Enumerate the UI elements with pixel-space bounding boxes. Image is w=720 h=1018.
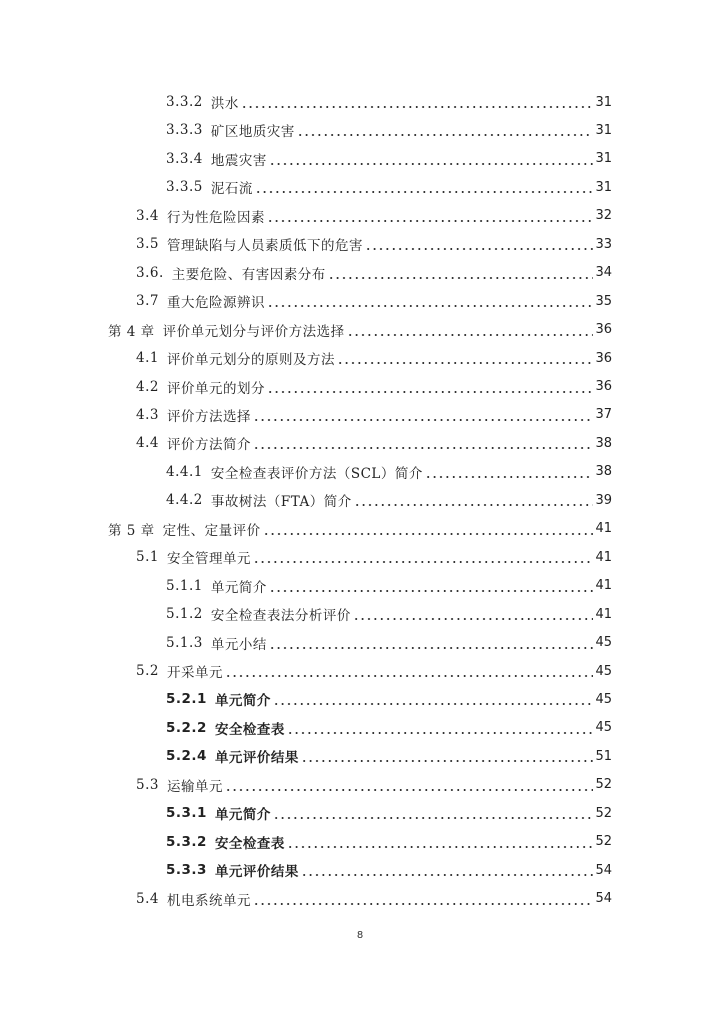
toc-entry-page: 31 [595,151,612,167]
toc-dot-leader [267,384,593,394]
toc-entry-page: 45 [595,635,612,651]
toc-entry-title: 机电系统单元 [166,892,251,909]
toc-entry-number: 3.3.4 [166,150,203,167]
toc-entry[interactable] [166,88,612,116]
toc-entry[interactable] [136,401,612,429]
toc-entry-page: 33 [595,236,612,252]
toc-entry-title: 评价单元的划分 [166,380,265,397]
toc-entry[interactable] [166,458,612,486]
toc-entry-title: 单元小结 [210,636,267,653]
toc-entry-number: 3.3.5 [166,179,203,196]
toc-entry-title: 单元评价结果 [214,750,299,767]
toc-entry-page: 54 [595,862,612,878]
toc-entry-title: 安全检查表 [214,835,285,852]
toc-entry-number: 5.4 [136,890,159,907]
toc-entry[interactable] [166,572,612,600]
toc-dot-leader [287,839,594,849]
toc-entry[interactable] [136,429,612,457]
toc-entry-page: 52 [595,777,612,793]
toc-entry[interactable] [166,145,612,173]
toc-entry-page: 36 [595,379,612,394]
toc-entry-number: 3.5 [136,236,159,253]
toc-entry[interactable] [166,856,612,884]
toc-entry[interactable] [136,885,612,913]
toc-entry-page: 35 [595,293,612,309]
toc-entry-number: 3.3.2 [166,94,203,110]
toc-entry-number: 4.4.2 [166,492,203,509]
toc-dot-leader [287,725,594,735]
toc-dot-leader [301,867,594,877]
toc-entry[interactable] [166,629,612,657]
toc-entry[interactable] [136,771,612,799]
toc-entry-title: 单元简介 [214,693,271,710]
toc-entry-number: 5.2.4 [166,748,207,765]
toc-dot-leader [297,127,594,137]
toc-entry-title: 单元简介 [214,807,271,824]
toc-entry[interactable] [166,742,612,770]
toc-entry-page: 45 [595,720,612,736]
toc-dot-leader [263,526,594,536]
toc-dot-leader [253,554,593,564]
toc-entry-page: 41 [595,578,612,594]
toc-entry[interactable] [136,259,612,287]
toc-entry-number: 5.2.2 [166,719,207,736]
toc-entry[interactable] [166,799,612,827]
toc-entry[interactable] [166,116,612,144]
toc-entry-title: 安全检查表评价方法（SCL）简介 [210,465,423,482]
toc-dot-leader [354,497,594,507]
toc-entry[interactable] [136,230,612,258]
toc-entry-number: 5.3.2 [166,833,207,850]
toc-entry-title: 评价单元划分的原则及方法 [166,352,335,369]
toc-entry-title: 管理缺陷与人员素质低下的危害 [166,238,363,255]
toc-entry-title: 单元评价结果 [214,864,299,881]
toc-dot-leader [337,355,593,365]
toc-entry-page: 38 [595,435,612,451]
toc-entry-number: 5.1.3 [166,634,203,651]
toc-entry-title: 开采单元 [166,665,223,681]
toc-dot-leader [328,270,594,280]
toc-entry-page: 54 [595,891,612,907]
toc-entry-page: 41 [595,549,612,565]
toc-entry-title: 矿区地质灾害 [210,124,295,141]
toc-entry-page: 52 [595,805,612,821]
toc-dot-leader [253,896,593,906]
toc-dot-leader [347,327,594,337]
toc-entry-number: 5.3 [136,776,159,793]
toc-entry-title: 行为性危险因素 [166,209,265,226]
toc-entry-number: 5.1 [136,549,159,566]
toc-dot-leader [269,640,594,650]
toc-entry-number: 5.1.2 [166,606,203,623]
toc-entry-page: 31 [595,94,612,110]
toc-entry-number: 5.3.3 [166,862,207,879]
toc-entry-title: 单元简介 [210,579,267,596]
toc-dot-leader [365,241,593,251]
toc-entry[interactable] [166,173,612,201]
toc-entry-title: 地震灾害 [210,152,267,169]
toc-entry-page: 45 [595,663,612,679]
toc-entry-page: 31 [595,179,612,195]
toc-dot-leader [253,412,593,422]
toc-entry[interactable] [108,515,612,543]
toc-entry-title: 主要危险、有害因素分布 [171,266,326,283]
toc-entry-title: 安全检查表法分析评价 [210,608,351,625]
toc-entry-title: 评价方法选择 [166,408,251,425]
toc-dot-leader [267,213,593,223]
toc-dot-leader [425,469,594,479]
toc-entry-number: 5.1.1 [166,577,203,594]
toc-entry-number: 3.6. [136,264,164,281]
toc-entry[interactable] [166,600,612,628]
toc-entry-title: 安全检查表 [214,721,285,738]
toc-entry-title: 洪水 [210,96,239,112]
toc-entry[interactable] [166,486,612,514]
toc-entry-number: 3.4 [136,207,159,224]
toc-entry-page: 37 [595,407,612,423]
toc-dot-leader [253,440,593,450]
toc-entry[interactable] [166,685,612,713]
toc-entry-number: 第 4 章 [108,323,155,340]
toc-entry-page: 36 [595,350,612,366]
toc-entry-page: 34 [595,265,612,281]
page-number: 8 [356,930,364,941]
toc-entry[interactable] [136,373,612,401]
toc-entry-page: 38 [595,464,612,480]
toc-entry-title: 评价方法简介 [166,437,251,454]
toc-dot-leader [267,298,593,308]
toc-entry-page: 32 [595,208,612,224]
toc-entry[interactable] [166,714,612,742]
toc-entry-number: 5.2.1 [166,691,207,708]
toc-entry-number: 4.2 [136,378,159,395]
toc-entry-page: 39 [595,492,612,508]
toc-dot-leader [301,753,594,763]
toc-entry[interactable] [108,316,612,344]
toc-entry[interactable] [136,287,612,315]
toc-entry[interactable] [166,828,612,856]
toc-entry-title: 泥石流 [210,181,253,198]
toc-entry-title: 事故树法（FTA）简介 [210,494,352,511]
toc-dot-leader [273,696,594,706]
toc-entry-title: 重大危险源辨识 [166,295,265,312]
toc-dot-leader [225,782,593,792]
toc-entry[interactable] [136,657,612,685]
toc-entry-number: 第 5 章 [108,522,155,539]
toc-entry-number: 3.3.3 [166,122,203,139]
toc-dot-leader [273,810,594,820]
toc-entry-number: 3.7 [136,293,159,310]
toc-entry-number: 4.4 [136,435,159,452]
toc-dot-leader [269,156,594,166]
toc-dot-leader [269,583,594,593]
toc-entry-title: 定性、定量评价 [162,522,261,539]
toc-entry-page: 41 [595,606,612,622]
toc-entry-number: 4.1 [136,350,159,367]
toc-entry-page: 31 [595,122,612,138]
toc-entry[interactable] [136,344,612,372]
toc-entry-number: 4.4.1 [166,463,203,480]
toc-entry-page: 45 [595,691,612,707]
toc-entry-page: 41 [595,521,612,537]
toc-entry-number: 5.3.1 [166,805,207,822]
toc-entry-title: 安全管理单元 [166,551,251,568]
toc-entry-number: 4.3 [136,406,159,423]
toc-entry-title: 评价单元划分与评价方法选择 [162,323,345,340]
toc-entry-title: 运输单元 [166,778,223,795]
toc-dot-leader [241,99,594,109]
toc-entry-number: 5.2 [136,663,159,679]
toc-dot-leader [225,668,593,678]
toc-entry-page: 51 [595,748,612,764]
toc-entry[interactable] [136,202,612,230]
toc-entry-page: 36 [595,322,612,338]
toc-dot-leader [353,611,594,621]
toc-entry-page: 52 [595,834,612,850]
toc-dot-leader [255,184,594,194]
toc-entry[interactable] [136,543,612,571]
